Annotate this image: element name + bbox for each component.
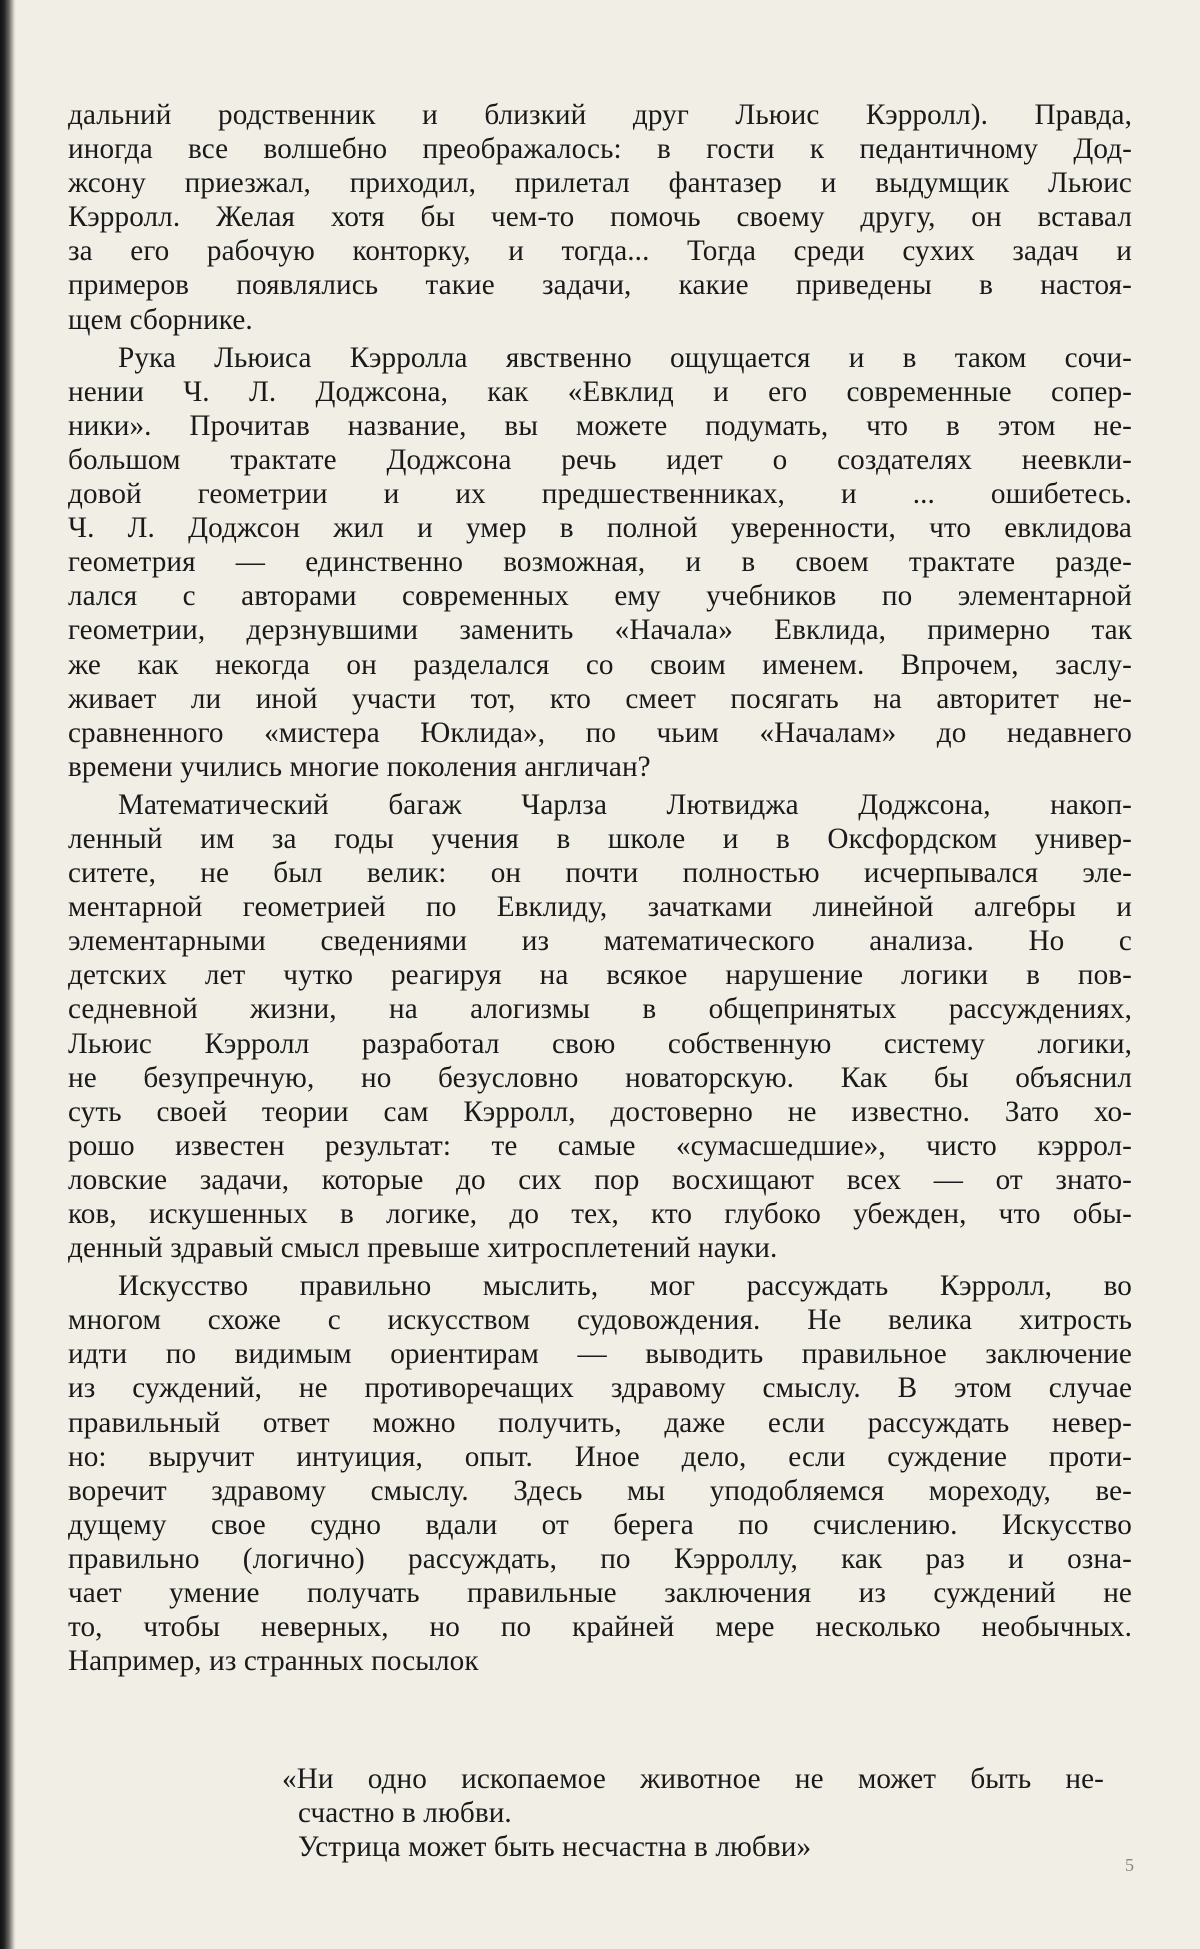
text-line: примеров появлялись такие задачи, какие приведены в настоя- xyxy=(68,269,1132,302)
quote-line: Устрица может быть несчастна в любви» xyxy=(298,1831,812,1864)
text-line: сравненного «мистера Юклида», по чьим «Началам» до недавнего xyxy=(68,716,1132,749)
text-line: ментарной геометрией по Евклиду, зачатками линейной алгебры и xyxy=(68,891,1132,924)
text-line: Кэрролл. Желая хотя бы чем-то помочь своему другу, он вставал xyxy=(68,201,1132,234)
paragraph-4 xyxy=(68,1269,1132,1678)
text-line: седневной жизни, на алогизмы в общепринятых рассуждениях, xyxy=(68,993,1132,1026)
page-body xyxy=(68,98,1132,1682)
text-line: Рука Льюиса Кэрролла явственно ощущается и в таком сочи- xyxy=(118,341,1132,374)
text-line: денный здравый смысл превыше хитросплетений науки. xyxy=(68,1232,778,1265)
text-line: щем сборнике. xyxy=(68,303,253,336)
text-line: нении Ч. Л. Доджсона, как «Евклид и его современные сопер- xyxy=(68,375,1132,408)
paragraph-1 xyxy=(68,98,1132,337)
text-line: из суждений, не противоречащих здравому смыслу. В этом случае xyxy=(68,1372,1132,1405)
text-line: довой геометрии и их предшественниках, и ... ошибетесь. xyxy=(68,478,1132,511)
paragraph-3 xyxy=(68,788,1132,1265)
text-line: жсону приезжал, приходил, прилетал фантазер и выдумщик Льюис xyxy=(68,167,1132,200)
quote-line: счастно в любви. xyxy=(298,1797,512,1830)
quoted-premises xyxy=(282,1762,1104,1864)
text-line: суть своей теории сам Кэрролл, достоверно не известно. Зато хо- xyxy=(68,1095,1132,1128)
text-line: воречит здравому смыслу. Здесь мы уподобляемся мореходу, ве- xyxy=(68,1474,1132,1507)
text-line: то, чтобы неверных, но по крайней мере несколько необычных. xyxy=(68,1611,1132,1644)
text-line: рошо известен результат: те самые «сумасшедшие», чисто кэррол- xyxy=(68,1129,1132,1162)
text-line: геометрии, дерзнувшими заменить «Начала» Евклида, примерно так xyxy=(68,614,1132,647)
text-line: правильно (логично) рассуждать, по Кэрроллу, как раз и озна- xyxy=(68,1542,1132,1575)
text-line: многом схоже с искусством судовождения. Не велика хитрость xyxy=(68,1304,1132,1337)
text-line: ков, искушенных в логике, до тех, кто глубоко убежден, что обы- xyxy=(68,1198,1132,1230)
text-line: детских лет чутко реагируя на всякое нарушение логики в пов- xyxy=(68,959,1132,992)
text-line: Например, из странных посылок xyxy=(68,1645,479,1678)
text-line: дальний родственник и близкий друг Льюис Кэрролл). Правда, xyxy=(68,99,1132,131)
text-line: ловские задачи, которые до сих пор восхищают всех — от знато- xyxy=(68,1163,1132,1196)
text-line: Математический багаж Чарлза Лютвиджа Доджсона, накоп- xyxy=(118,788,1132,821)
text-line: за его рабочую конторку, и тогда... Тогда среди сухих задач и xyxy=(68,235,1132,268)
text-line: Ч. Л. Доджсон жил и умер в полной уверенности, что евклидова xyxy=(68,512,1132,545)
paragraph-2 xyxy=(68,341,1132,784)
text-line: правильный ответ можно получить, даже если рассуждать невер- xyxy=(68,1406,1132,1439)
text-line: дущему свое судно вдали от берега по счислению. Искусство xyxy=(68,1508,1132,1541)
text-line: ситете, не был велик: он почти полностью исчерпывался эле- xyxy=(68,857,1132,890)
text-line: ники». Прочитав название, вы можете подумать, что в этом не- xyxy=(68,409,1132,442)
text-line: ленный им за годы учения в школе и в Оксфордском универ- xyxy=(68,822,1132,855)
text-line: Искусство правильно мыслить, мог рассуждать Кэрролл, во xyxy=(118,1270,1132,1303)
text-line: иногда все волшебно преображалось: в гости к педантичному Дод- xyxy=(68,133,1132,166)
text-line: Льюис Кэрролл разработал свою собственную систему логики, xyxy=(68,1027,1132,1060)
text-line: времени учились многие поколения англичан? xyxy=(68,750,651,783)
text-line: но: выручит интуиция, опыт. Иное дело, если суждение проти- xyxy=(68,1440,1132,1473)
text-line: идти по видимым ориентирам — выводить правильное заключение xyxy=(68,1338,1132,1371)
text-line: лался с авторами современных ему учебников по элементарной xyxy=(68,580,1132,613)
text-line: большом трактате Доджсона речь идет о создателях неевкли- xyxy=(68,443,1132,476)
text-line: не безупречную, но безусловно новаторскую. Как бы объяснил xyxy=(68,1061,1132,1094)
quote-line: «Ни одно ископаемое животное не может быть не- xyxy=(282,1763,1104,1795)
text-line: чает умение получать правильные заключения из суждений не xyxy=(68,1577,1132,1610)
text-line: геометрия — единственно возможная, и в своем трактате разде- xyxy=(68,546,1132,579)
text-line: же как некогда он разделался со своим именем. Впрочем, заслу- xyxy=(68,648,1132,681)
text-line: элементарными сведениями из математического анализа. Но с xyxy=(68,925,1132,958)
scan-edge-shadow xyxy=(0,0,16,1949)
page-number: 5 xyxy=(1125,1855,1134,1875)
text-line: живает ли иной участи тот, кто смеет посягать на авторитет не- xyxy=(68,682,1132,715)
